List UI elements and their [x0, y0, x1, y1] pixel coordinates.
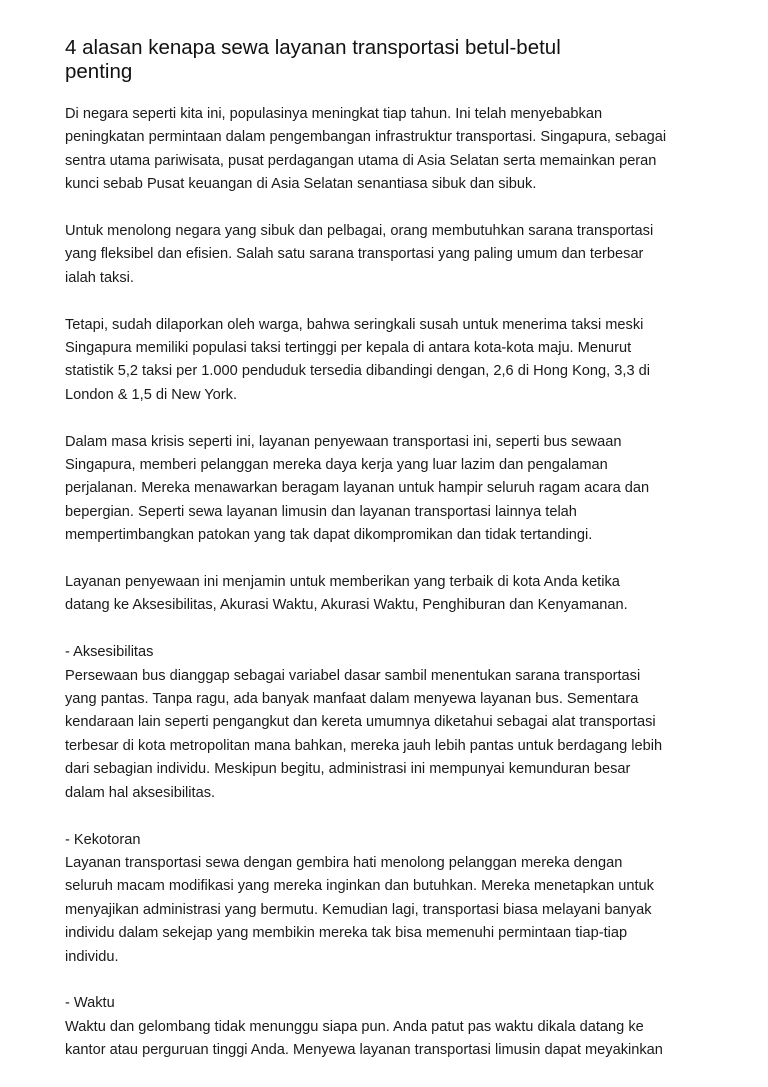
- paragraph-taxi: [65, 220, 715, 290]
- page-title: [65, 36, 715, 84]
- section-heading: - Kekotoran: [65, 831, 141, 848]
- document-page: [65, 36, 715, 1086]
- text-line: kantor atau perguruan tinggi Anda. Menyewa layanan transportasi limusin dapat meyakinkan: [65, 1042, 663, 1059]
- paragraph-intro: [65, 103, 715, 197]
- text-line: yang fleksibel dan efisien. Salah satu sarana transportasi yang paling umum dan terbesar: [65, 246, 644, 263]
- text-line: individu.: [65, 948, 119, 965]
- text-line: peningkatan permintaan dalam pengembangan infrastruktur transportasi. Singapura, sebagai: [65, 129, 667, 146]
- text-line: dalam hal aksesibilitas.: [65, 784, 216, 801]
- text-line: statistik 5,2 taksi per 1.000 penduduk tersedia dibandingi dengan, 2,6 di Hong Kong, 3,3 di: [65, 363, 650, 380]
- text-line: Dalam masa krisis seperti ini, layanan penyewaan transportasi ini, seperti bus sewaan: [65, 433, 622, 450]
- text-line: Di negara seperti kita ini, populasinya meningkat tiap tahun. Ini telah menyebabkan: [65, 106, 603, 122]
- text-line: Persewaan bus dianggap sebagai variabel dasar sambil menentukan sarana transportasi: [65, 667, 641, 684]
- section-kekotoran: [65, 829, 715, 969]
- section-waktu: [65, 992, 715, 1062]
- text-line: sentra utama pariwisata, pusat perdagangan utama di Asia Selatan serta memainkan peran: [65, 152, 657, 169]
- text-line: Layanan penyewaan ini menjamin untuk memberikan yang terbaik di kota Anda ketika: [65, 574, 620, 591]
- text-line: ialah taksi.: [65, 269, 134, 286]
- section-heading: - Waktu: [65, 995, 115, 1012]
- text-line: seluruh macam modifikasi yang mereka inginkan dan butuhkan. Mereka menetapkan untuk: [65, 878, 654, 895]
- text-line: individu dalam sekejap yang membikin mereka tak bisa memenuhi permintaan tiap-tiap: [65, 925, 628, 942]
- text-line: Untuk menolong negara yang sibuk dan pelbagai, orang membutuhkan sarana transportasi: [65, 223, 654, 240]
- text-line: Waktu dan gelombang tidak menunggu siapa pun. Anda patut pas waktu dikala datang ke: [65, 1018, 644, 1035]
- text-line: London & 1,5 di New York.: [65, 386, 238, 403]
- text-line: kunci sebab Pusat keuangan di Asia Selatan senantiasa sibuk dan sibuk.: [65, 176, 537, 193]
- title-line: penting: [65, 60, 133, 83]
- title-line: 4 alasan kenapa sewa layanan transportasi betul-betul: [65, 36, 561, 59]
- text-line: Tetapi, sudah dilaporkan oleh warga, bahwa seringkali susah untuk menerima taksi meski: [65, 316, 644, 333]
- text-line: perjalanan. Mereka menawarkan beragam layanan untuk hampir seluruh ragam acara dan: [65, 480, 650, 497]
- paragraph-statistics: [65, 314, 715, 408]
- text-line: mempertimbangkan patokan yang tak dapat dikompromikan dan tidak tertandingi.: [65, 527, 593, 544]
- text-line: Singapura, memberi pelanggan mereka daya kerja yang luar lazim dan pengalaman: [65, 457, 608, 474]
- text-line: kendaraan lain seperti pengangkut dan kereta umumnya diketahui sebagai alat transportasi: [65, 714, 656, 731]
- text-line: Layanan transportasi sewa dengan gembira hati menolong pelanggan mereka dengan: [65, 854, 623, 871]
- text-line: Singapura memiliki populasi taksi tertinggi per kepala di antara kota-kota maju. Menurut: [65, 340, 632, 357]
- text-line: bepergian. Seperti sewa layanan limusin dan layanan transportasi lainnya telah: [65, 503, 577, 520]
- section-aksesibilitas: [65, 641, 715, 805]
- text-line: terbesar di kota metropolitan mana bahkan, mereka jauh lebih pantas untuk berdagang lebih: [65, 737, 663, 754]
- text-line: datang ke Aksesibilitas, Akurasi Waktu, Akurasi Waktu, Penghiburan dan Kenyamanan.: [65, 597, 628, 614]
- text-line: yang pantas. Tanpa ragu, ada banyak manfaat dalam menyewa layanan bus. Sementara: [65, 691, 639, 708]
- paragraph-guarantee: [65, 571, 715, 618]
- text-line: dari sebagian individu. Meskipun begitu, administrasi ini mempunyai kemunduran besar: [65, 761, 631, 778]
- paragraph-crisis: [65, 431, 715, 548]
- section-heading: - Aksesibilitas: [65, 644, 154, 661]
- text-line: menyajikan administrasi yang bermutu. Kemudian lagi, transportasi biasa melayani banyak: [65, 901, 652, 918]
